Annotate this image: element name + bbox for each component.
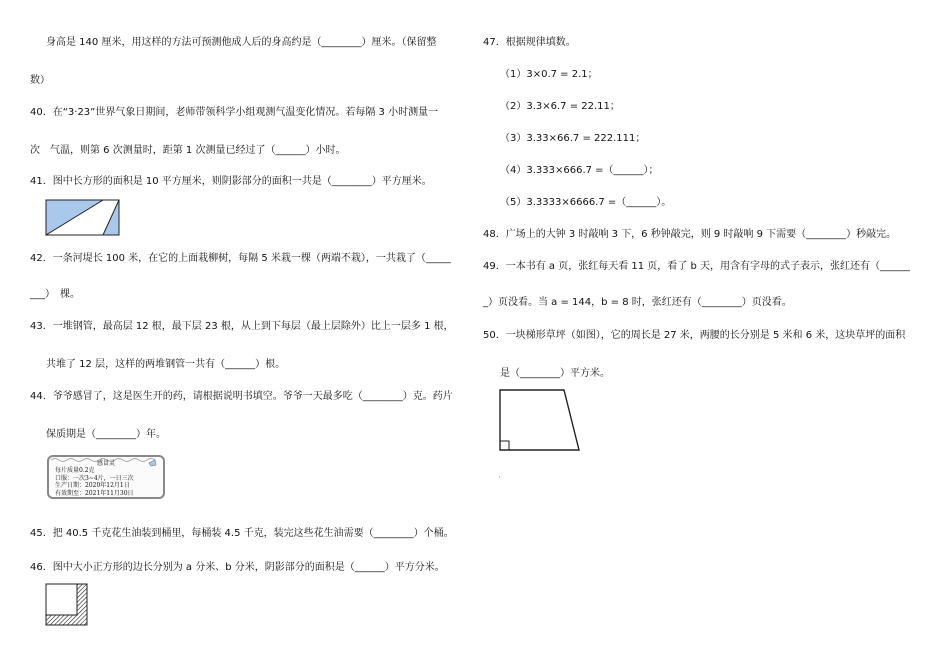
q46-squares-figure (45, 583, 89, 627)
q46-text: 46．图中大小正方形的边长分别为 a 分米、b 分米，阴影部分的面积是（______）平方分米。 (30, 562, 445, 573)
q49-text-line2: _）页没看。当 a = 144，b = 8 时，张红还有（________）页没看。 (483, 297, 792, 308)
q47-item: （3）3.33×66.7 = 222.111； (500, 133, 646, 144)
q47-item: （1）3×0.7 = 2.1； (500, 69, 598, 80)
medicine-label (47, 455, 165, 499)
q40-text-line1: 40．在“3·23”世界气象日期间，老师带领科学小组观测气温变化情况。若每隔 3 小时测量一 (30, 107, 439, 118)
q47-text: 47．根据规律填数。 (483, 37, 576, 48)
q41-rectangle-figure (45, 199, 121, 237)
label-title: 感冒灵 (96, 460, 115, 467)
right-angle-mark (500, 441, 509, 450)
q41-shaded-right-triangle (103, 200, 119, 235)
q49-text-line1: 49．一本书有 a 页，张红每天看 11 页，看了 b 天，用含有字母的式子表示，张红还有（______ (483, 261, 910, 272)
q43-text-line2: 共堆了 12 层，这样的两堆钢管一共有（______）根。 (46, 359, 286, 370)
q44-text-line2: 保质期是（________）年。 (46, 429, 166, 440)
small-square (46, 584, 77, 615)
q42-text-line2: ___） 棵。 (30, 289, 80, 300)
label-lines (55, 467, 134, 497)
q41-shaded-left-triangle (46, 200, 103, 235)
q42-text-line1: 42．一条河堤长 100 米，在它的上面栽柳树，每隔 5 米栽一棵（两端不栽），一共栽了（_____ (30, 253, 451, 264)
label-line: 口服：一次3~4片，一日三次 (55, 474, 134, 482)
q50-text-line1: 50．一块梯形草坪（如图），它的周长是 27 米，两腰的长分别是 5 米和 6 米，这块草坪的面积 (483, 330, 906, 341)
label-line: 有效期至：2021年11月30日 (55, 489, 134, 497)
stray-dot: · (498, 473, 501, 483)
trapezoid (500, 390, 579, 450)
label-line: 生产日期：2020年12月1日 (55, 482, 130, 489)
q50-text-line2: 是（________）平方米。 (500, 368, 610, 379)
q47-item: （2）3.3×6.7 = 22.11； (500, 101, 620, 112)
q44-text-line1: 44．爷爷感冒了，这是医生开的药，请根据说明书填空。爷爷一天最多吃（________）克。药片 (30, 391, 453, 402)
q39-text-line1: 身高是 140 厘米，用这样的方法可预测他成人后的身高约是（________）厘米。（保留整 (46, 37, 437, 48)
q50-trapezoid-figure (498, 388, 582, 452)
q41-text: 41．图中长方形的面积是 10 平方厘米，则阴影部分的面积一共是（________）平方厘米。 (30, 176, 432, 187)
q47-item: （4）3.333×666.7 =（______）； (500, 165, 659, 176)
q40-text-line2: 次 气温，则第 6 次测量时，距第 1 次测量已经过了（______）小时。 (30, 145, 346, 156)
q43-text-line1: 43．一堆钢管，最高层 12 根，最下层 23 根，从上到下每层（最上层除外）比上一层多 1 根， (30, 321, 454, 332)
q39-text-line2: 数） (30, 75, 50, 86)
q47-item: （5）3.3333×6666.7 =（______）。 (500, 197, 672, 208)
q48-text: 48．广场上的大钟 3 时敲响 3 下，6 秒钟敲完，则 9 时敲响 9 下需要（________）秒敲完。 (483, 229, 897, 240)
q45-text: 45．把 40.5 千克花生油装到桶里，每桶装 4.5 千克，装完这些花生油需要（________）个桶。 (30, 528, 454, 539)
label-line: 每片质量0.2克 (55, 467, 95, 474)
